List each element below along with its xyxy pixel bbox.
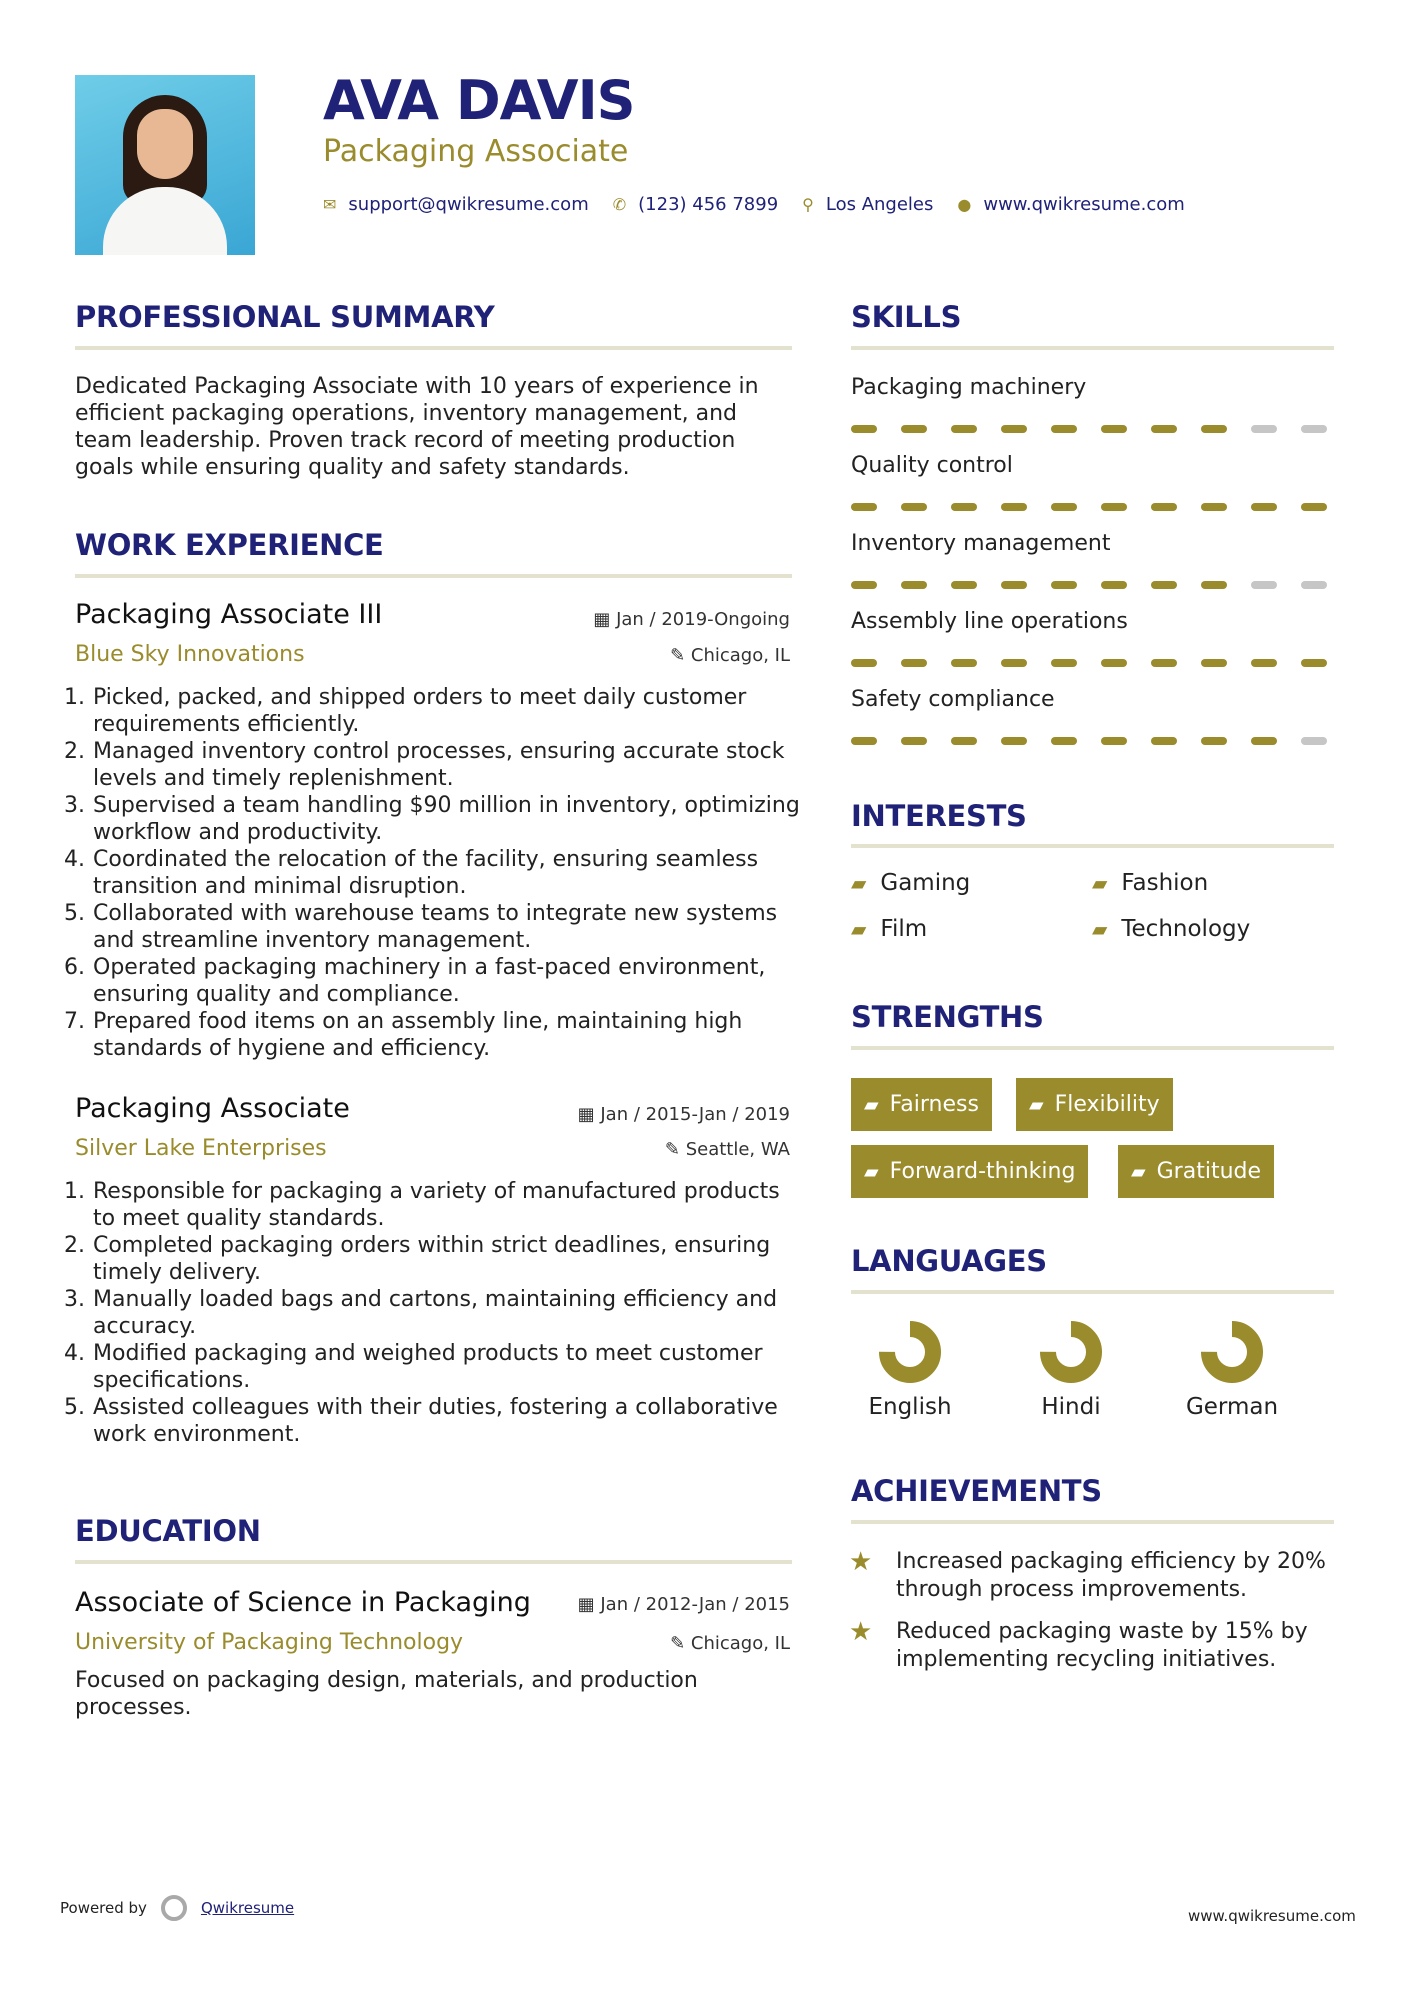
skill-level-dash <box>851 503 877 511</box>
list-item: 5. Collaborated with warehouse teams to integrate new systems and streamline inventory management. <box>92 900 803 954</box>
list-item: 1. Responsible for packaging a variety of manufactured products to meet quality standards. <box>92 1178 803 1232</box>
strength-tag: ▰ Flexibility <box>1016 1078 1173 1131</box>
interest-item: ▰ Gaming <box>851 870 971 896</box>
skill-level-dash <box>1151 503 1177 511</box>
education-heading: EDUCATION <box>75 1514 261 1548</box>
skill-level-dash <box>1051 581 1077 589</box>
skill-level-bar <box>851 581 1327 589</box>
languages-divider <box>851 1290 1334 1294</box>
language-level-ring <box>1200 1320 1264 1384</box>
achievement-item: ★ Increased packaging efficiency by 20% through process improvements. <box>849 1547 1326 1602</box>
skill-level-dash <box>851 659 877 667</box>
skill-level-dash <box>901 659 927 667</box>
language-item <box>1011 1320 1131 1420</box>
skill-level-dash <box>1201 659 1227 667</box>
candidate-title: Packaging Associate <box>323 134 629 169</box>
contact-email[interactable]: support@qwikresume.com <box>348 194 589 215</box>
summary-divider <box>75 346 792 350</box>
skill-name: Assembly line operations <box>851 609 1128 634</box>
star-icon: ★ <box>849 1547 873 1577</box>
book-icon: ▰ <box>864 1093 879 1116</box>
skill-level-dash <box>1101 503 1127 511</box>
skill-level-dash <box>951 425 977 433</box>
education-divider <box>75 1560 792 1564</box>
language-name: German <box>1185 1394 1279 1420</box>
skill-level-dash <box>1051 425 1077 433</box>
education-date: ▦ Jan / 2012-Jan / 2015 <box>577 1594 790 1615</box>
company-name: Blue Sky Innovations <box>75 642 305 667</box>
skill-level-dash <box>1001 581 1027 589</box>
skill-level-dash <box>1151 581 1177 589</box>
contact-location: Los Angeles <box>825 194 934 215</box>
list-item: 3. Supervised a team handling $90 million in inventory, optimizing workflow and productivity. <box>92 792 803 846</box>
skill-level-dash <box>851 581 877 589</box>
skill-level-dash <box>1301 737 1327 745</box>
language-level-ring <box>1039 1320 1103 1384</box>
book-icon: ▰ <box>1092 917 1108 941</box>
skill-level-dash <box>951 503 977 511</box>
skill-level-bar <box>851 737 1327 745</box>
skill-level-dash <box>951 581 977 589</box>
skill-level-dash <box>1251 659 1277 667</box>
book-icon: ▰ <box>1131 1160 1146 1183</box>
pin-icon: ✎ <box>670 1633 691 1654</box>
skill-level-dash <box>1151 737 1177 745</box>
experience-heading: WORK EXPERIENCE <box>75 528 384 562</box>
pin-icon: ✎ <box>664 1139 686 1160</box>
calendar-icon: ▦ <box>577 1104 601 1125</box>
list-item: 3. Manually loaded bags and cartons, maintaining efficiency and accuracy. <box>92 1286 803 1340</box>
qwikresume-logo-icon <box>161 1895 187 1921</box>
summary-text: Dedicated Packaging Associate with 10 years of experience in efficient packaging operations, inventory management, and team leadership. Proven track record of meeting production goals while ensuring quality and safety standards. <box>75 374 759 480</box>
language-name: English <box>868 1394 952 1420</box>
skill-level-dash <box>1251 737 1277 745</box>
list-item: 2. Managed inventory control processes, ensuring accurate stock levels and timely replenishment. <box>92 738 803 792</box>
list-item: 1. Picked, packed, and shipped orders to meet daily customer requirements efficiently. <box>92 684 803 738</box>
achievements-divider <box>851 1520 1334 1524</box>
skill-level-dash <box>851 425 877 433</box>
list-item: 4. Coordinated the relocation of the facility, ensuring seamless transition and minimal disruption. <box>92 846 803 900</box>
job-location: ✎ Chicago, IL <box>670 645 790 666</box>
education-location: ✎ Chicago, IL <box>670 1633 790 1654</box>
skill-level-dash <box>1101 737 1127 745</box>
skill-level-dash <box>1201 737 1227 745</box>
skill-level-dash <box>901 503 927 511</box>
job-location: ✎ Seattle, WA <box>664 1139 790 1160</box>
strength-tag: ▰ Fairness <box>851 1078 992 1131</box>
job-date: ▦ Jan / 2015-Jan / 2019 <box>577 1104 790 1125</box>
skill-name: Inventory management <box>851 531 1111 556</box>
book-icon: ▰ <box>1029 1093 1044 1116</box>
calendar-icon: ▦ <box>593 609 617 630</box>
contact-bar <box>323 194 1209 215</box>
strengths-divider <box>851 1046 1334 1050</box>
school-name: University of Packaging Technology <box>75 1630 464 1655</box>
footer-brand-link[interactable]: Qwikresume <box>200 1899 295 1917</box>
skill-level-dash <box>1051 737 1077 745</box>
map-pin-icon: ⚲ <box>802 195 814 214</box>
skill-name: Packaging machinery <box>851 375 1087 400</box>
skill-level-dash <box>1101 659 1127 667</box>
interests-heading: INTERESTS <box>851 799 1027 833</box>
interest-item: ▰ Film <box>851 916 928 942</box>
book-icon: ▰ <box>864 1160 879 1183</box>
skill-level-dash <box>951 737 977 745</box>
skill-level-dash <box>1301 581 1327 589</box>
phone-icon: ✆ <box>612 195 627 214</box>
language-level-ring <box>878 1320 942 1384</box>
skill-level-dash <box>1201 581 1227 589</box>
skill-level-dash <box>1201 425 1227 433</box>
skill-level-dash <box>1301 659 1327 667</box>
skill-level-dash <box>1251 425 1277 433</box>
contact-phone[interactable]: (123) 456 7899 <box>638 194 779 215</box>
list-item: 4. Modified packaging and weighed products to meet customer specifications. <box>92 1340 803 1394</box>
footer-url[interactable]: www.qwikresume.com <box>1188 1907 1356 1925</box>
book-icon: ▰ <box>1092 871 1108 895</box>
skill-level-dash <box>951 659 977 667</box>
language-name: Hindi <box>1041 1394 1101 1420</box>
interest-item: ▰ Fashion <box>1092 870 1209 896</box>
interest-item: ▰ Technology <box>1092 916 1251 942</box>
skills-heading: SKILLS <box>851 300 962 334</box>
strength-tag: ▰ Forward-thinking <box>851 1145 1088 1198</box>
interests-divider <box>851 844 1334 848</box>
skill-level-dash <box>901 581 927 589</box>
list-item: 2. Completed packaging orders within strict deadlines, ensuring timely delivery. <box>92 1232 803 1286</box>
job-title: Packaging Associate <box>75 1093 350 1124</box>
skill-level-dash <box>1251 581 1277 589</box>
skill-level-dash <box>1301 425 1327 433</box>
skill-name: Quality control <box>851 453 1013 478</box>
degree-title: Associate of Science in Packaging <box>75 1587 531 1618</box>
list-item: 7. Prepared food items on an assembly line, maintaining high standards of hygiene and efficiency. <box>92 1008 803 1062</box>
skill-level-bar <box>851 503 1327 511</box>
skill-level-dash <box>1001 503 1027 511</box>
globe-icon: ● <box>957 195 972 214</box>
star-icon: ★ <box>849 1617 873 1647</box>
strength-tag: ▰ Gratitude <box>1118 1145 1274 1198</box>
skill-level-dash <box>1301 503 1327 511</box>
achievement-item: ★ Reduced packaging waste by 15% by implementing recycling initiatives. <box>849 1617 1308 1672</box>
candidate-name: AVA DAVIS <box>323 69 635 132</box>
profile-photo <box>75 75 255 255</box>
skill-level-dash <box>1101 581 1127 589</box>
skill-level-dash <box>1051 659 1077 667</box>
skill-level-dash <box>1201 503 1227 511</box>
skill-level-dash <box>1251 503 1277 511</box>
skill-level-dash <box>1101 425 1127 433</box>
skill-level-dash <box>851 737 877 745</box>
skill-level-dash <box>1001 425 1027 433</box>
achievements-heading: ACHIEVEMENTS <box>851 1474 1102 1508</box>
experience-divider <box>75 574 792 578</box>
pin-icon: ✎ <box>670 645 691 666</box>
skill-level-dash <box>1001 737 1027 745</box>
calendar-icon: ▦ <box>577 1594 601 1615</box>
company-name: Silver Lake Enterprises <box>75 1136 327 1161</box>
skill-level-dash <box>1051 503 1077 511</box>
skill-level-dash <box>901 425 927 433</box>
skill-level-dash <box>901 737 927 745</box>
job-bullets <box>73 684 803 1062</box>
job-title: Packaging Associate III <box>75 599 383 630</box>
job-bullets <box>73 1178 803 1448</box>
strengths-heading: STRENGTHS <box>851 1000 1044 1034</box>
book-icon: ▰ <box>851 917 867 941</box>
language-item <box>1172 1320 1292 1420</box>
footer-powered-by: Powered by Qwikresume <box>60 1895 294 1921</box>
book-icon: ▰ <box>851 871 867 895</box>
job-date: ▦ Jan / 2019-Ongoing <box>593 609 790 630</box>
list-item: 5. Assisted colleagues with their duties, fostering a collaborative work environment. <box>92 1394 803 1448</box>
languages-heading: LANGUAGES <box>851 1244 1047 1278</box>
language-item <box>850 1320 970 1420</box>
education-description: Focused on packaging design, materials, and production processes. <box>75 1668 698 1720</box>
skill-level-bar <box>851 425 1327 433</box>
summary-heading: PROFESSIONAL SUMMARY <box>75 300 495 334</box>
skills-divider <box>851 346 1334 350</box>
skill-level-dash <box>1151 659 1177 667</box>
envelope-icon: ✉ <box>323 195 337 214</box>
skill-level-dash <box>1151 425 1177 433</box>
skill-level-bar <box>851 659 1327 667</box>
skill-level-dash <box>1001 659 1027 667</box>
contact-website[interactable]: www.qwikresume.com <box>983 194 1185 215</box>
skill-name: Safety compliance <box>851 687 1055 712</box>
list-item: 6. Operated packaging machinery in a fast-paced environment, ensuring quality and compliance. <box>92 954 803 1008</box>
